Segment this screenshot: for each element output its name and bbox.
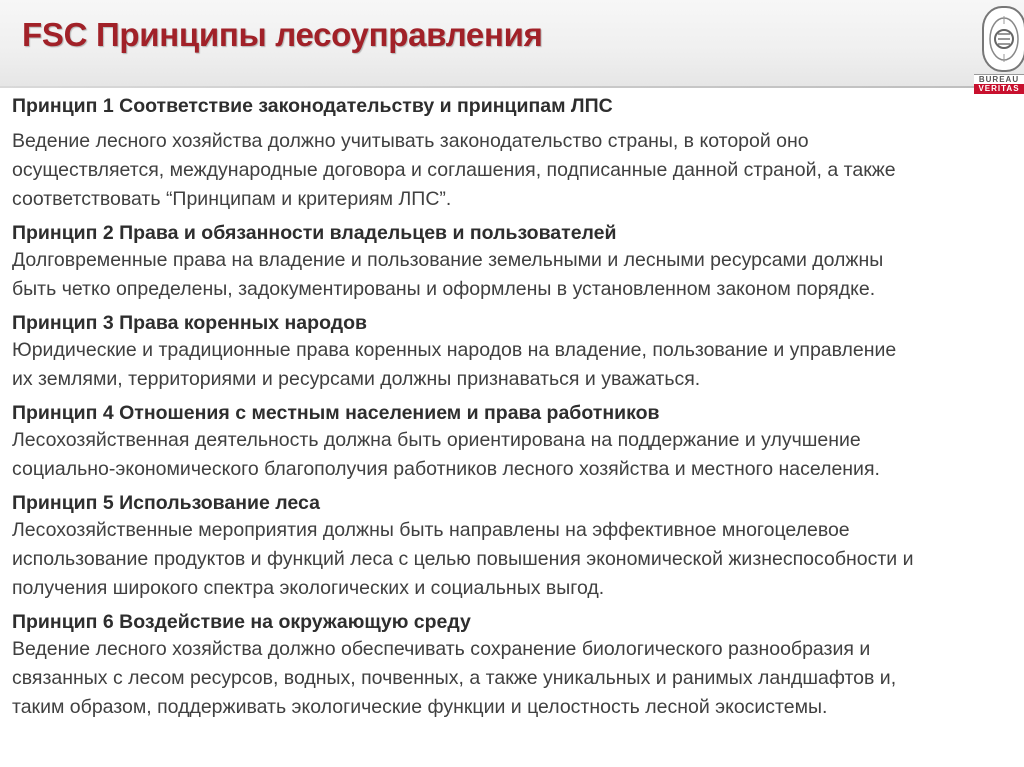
principle-item	[12, 310, 1024, 394]
principle-heading: Принцип 5 Использование леса	[12, 492, 320, 514]
principle-body: Долговременные права на владение и пользование земельными и лесными ресурсами должны быть четко определены, задокументированы и оформлены в установленном законом порядке.	[12, 249, 884, 300]
principle-item	[12, 220, 1024, 304]
principles-list	[12, 93, 1024, 722]
logo-text-bottom: VERITAS	[974, 84, 1024, 94]
principle-body: Лесохозяйственные мероприятия должны быть направлены на эффективное многоцелевое использование продуктов и функций леса с целью повышения экономической жизнеспособности и получения широкого спектра экологических и социальных выгод.	[12, 519, 914, 599]
principle-item	[12, 400, 1024, 484]
principle-heading: Принцип 3 Права коренных народов	[12, 312, 367, 334]
principle-heading: Принцип 4 Отношения с местным населением и права работников	[12, 402, 660, 424]
principle-body: Лесохозяйственная деятельность должна быть ориентирована на поддержание и улучшение социально-экономического благополучия работников лесного хозяйства и местного населения.	[12, 429, 880, 480]
bureau-veritas-badge-icon	[982, 6, 1024, 72]
principle-heading: Принцип 1 Соответствие законодательству и принципам ЛПС	[12, 95, 613, 117]
principle-heading: Принцип 2 Права и обязанности владельцев и пользователей	[12, 222, 617, 244]
principle-heading: Принцип 6 Воздействие на окружающую среду	[12, 611, 471, 633]
title-bar	[0, 0, 1024, 86]
principle-item	[12, 609, 1024, 722]
principle-item	[12, 490, 1024, 603]
principle-item	[12, 93, 1024, 214]
bureau-veritas-logo	[974, 6, 1024, 92]
principle-body: Ведение лесного хозяйства должно обеспечивать сохранение биологического разнообразия и связанных с лесом ресурсов, водных, почвенных, а также уникальных и ранимых ландшафтов и, таким образом, поддерживать экологические функции и целостность лесной экосистемы.	[12, 638, 897, 718]
slide-title: FSC Принципы лесоуправления	[22, 16, 543, 53]
title-divider	[0, 86, 1024, 88]
badge-graphic	[984, 8, 1024, 70]
principle-body: Ведение лесного хозяйства должно учитывать законодательство страны, в которой оно осуществляется, международные договора и соглашения, подписанные данной страной, а также соответствовать “Принципам и критериям ЛПС”.	[12, 130, 896, 210]
principle-body: Юридические и традиционные права коренных народов на владение, пользование и управление их землями, территориями и ресурсами должны признаваться и уважаться.	[12, 339, 897, 390]
logo-text-top: BUREAU	[974, 74, 1024, 84]
